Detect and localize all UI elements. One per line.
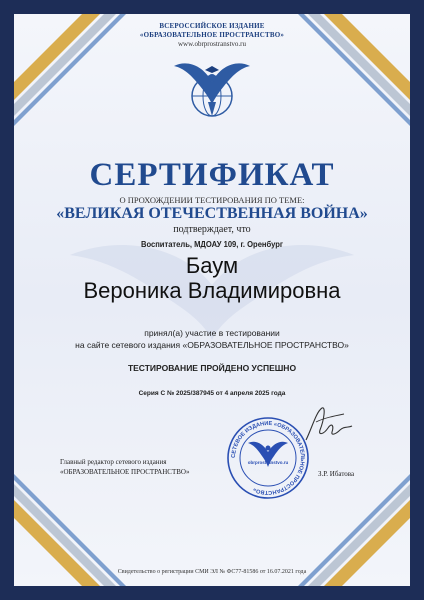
certificate-topic: «ВЕЛИКАЯ ОТЕЧЕСТВЕННАЯ ВОЙНА» [56,205,368,222]
editor-role-line-2: «ОБРАЗОВАТЕЛЬНОЕ ПРОСТРАНСТВО» [60,468,190,476]
publisher-line-2: «ОБРАЗОВАТЕЛЬНОЕ ПРОСТРАНСТВО» [139,31,285,39]
recipient-position: Воспитатель, МДОАУ 109, г. Оренбург [140,240,284,249]
registration-note: Свидетельство о регистрации СМИ ЭЛ № ФС77-81586 от 16.07.2021 года [117,569,307,575]
serial-number: Серия С № 2025/387945 от 4 апреля 2025 года [138,390,286,397]
recipient-name: Вероника Владимировна [83,278,341,303]
top-left-corner-ribbon [0,0,130,130]
eagle-logo-icon [172,52,252,124]
confirms-text: подтверждает, что [173,224,251,235]
publisher-line-1: ВСЕРОССИЙСКОЕ ИЗДАНИЕ [159,22,265,30]
certificate-title: СЕРТИФИКАТ [89,157,335,193]
participation-line-1: принял(а) участие в тестировании [144,328,280,338]
top-right-corner-ribbon [294,0,424,130]
seal-site: obrprostranstvo.ru [247,460,289,465]
bottom-right-corner-ribbon [294,470,424,600]
certificate-subtitle: О ПРОХОЖДЕНИИ ТЕСТИРОВАНИЯ ПО ТЕМЕ: [119,195,305,205]
website-link[interactable]: www.obrprostranstvo.ru [178,40,246,48]
participation-line-2: на сайте сетевого издания «ОБРАЗОВАТЕЛЬНОЕ ПРОСТРАНСТВО» [75,340,349,350]
editor-name: З.Р. Ибатова [318,470,355,478]
recipient-surname: Баум [185,253,239,278]
result-text: ТЕСТИРОВАНИЕ ПРОЙДЕНО УСПЕШНО [127,363,297,373]
bottom-left-corner-ribbon [0,470,130,600]
seal-ring-text: СЕТЕВОЕ ИЗДАНИЕ «ОБРАЗОВАТЕЛЬНОЕ ПРОСТРАНСТВО» [230,420,306,496]
handwritten-signature [296,398,356,454]
editor-role-line-1: Главный редактор сетевого издания [60,458,167,466]
